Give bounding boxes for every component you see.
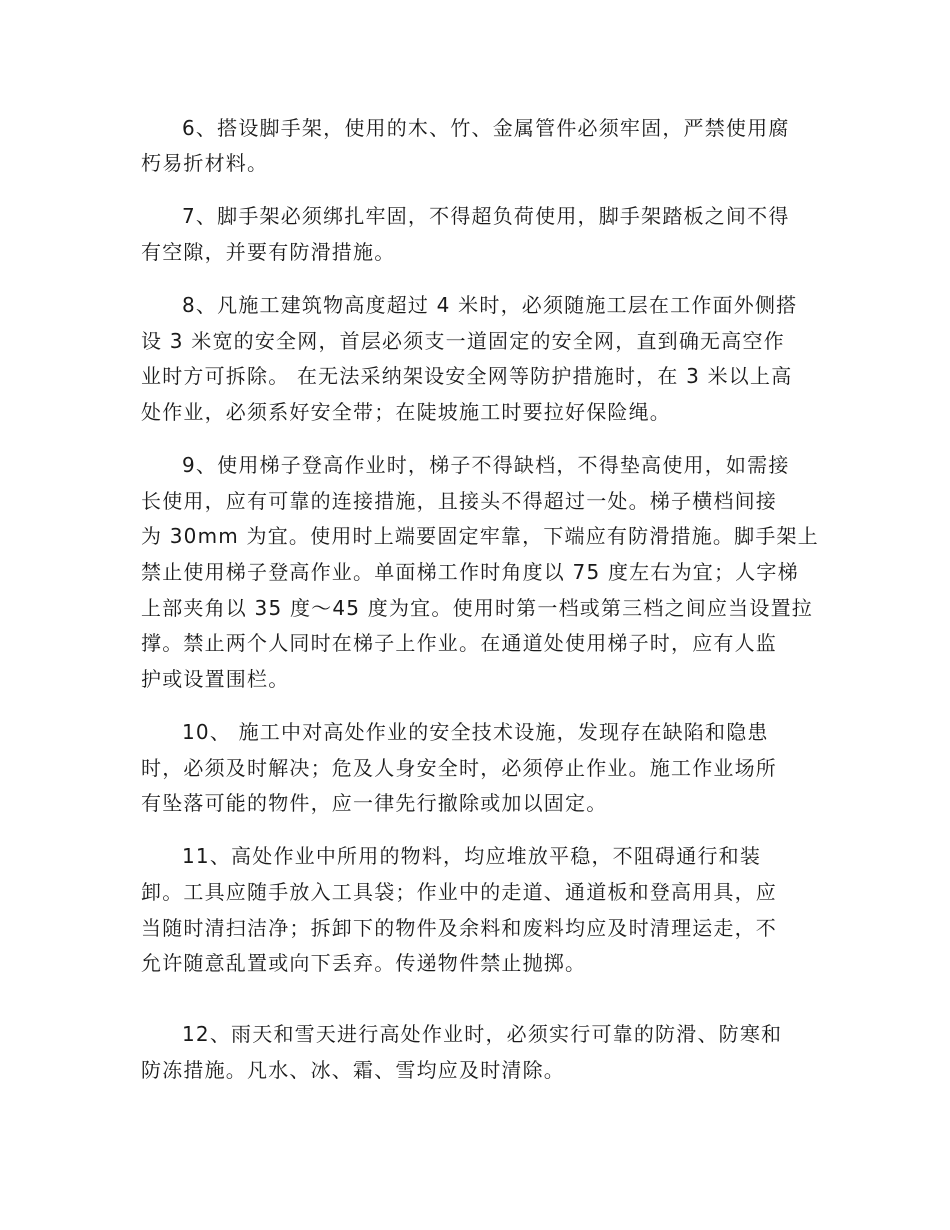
paragraph-8-line-1: 8、凡施工建筑物高度超过 4 米时，必须随施工层在工作面外侧搭	[182, 293, 798, 317]
paragraph-9-line-2: 长使用，应有可靠的连接措施，且接头不得超过一处。梯子横档间接	[141, 489, 777, 513]
paragraph-10-line-2: 时，必须及时解决；危及人身安全时，必须停止作业。施工作业场所	[141, 756, 777, 780]
paragraph-9-line-5: 上部夹角以 35 度～45 度为宜。使用时第一档或第三档之间应当设置拉	[141, 596, 813, 620]
paragraph-9-line-6: 撑。禁止两个人同时在梯子上作业。在通道处使用梯子时，应有人监	[141, 631, 777, 655]
paragraph-6-line-2: 朽易折材料。	[141, 151, 269, 175]
paragraph-6-line-1: 6、搭设脚手架，使用的木、竹、金属管件必须牢固，严禁使用腐	[182, 116, 790, 140]
paragraph-11-line-1: 11、高处作业中所用的物料，均应堆放平稳，不阻碍通行和装	[182, 844, 762, 868]
paragraph-8-line-4: 处作业，必须系好安全带；在陡坡施工时要拉好保险绳。	[141, 400, 671, 424]
paragraph-11-line-2: 卸。工具应随手放入工具袋；作业中的走道、通道板和登高用具，应	[141, 880, 777, 904]
paragraph-7-line-1: 7、脚手架必须绑扎牢固，不得超负荷使用，脚手架踏板之间不得	[182, 204, 790, 228]
paragraph-9-line-1: 9、使用梯子登高作业时，梯子不得缺档，不得垫高使用，如需接	[182, 453, 790, 477]
paragraph-12-line-1: 12、雨天和雪天进行高处作业时，必须实行可靠的防滑、防寒和	[182, 1022, 783, 1046]
paragraph-8-line-3: 业时方可拆除。 在无法采纳架设安全网等防护措施时，在 3 米以上高	[141, 364, 793, 388]
paragraph-10-line-3: 有坠落可能的物件，应一律先行撤除或加以固定。	[141, 791, 608, 815]
paragraph-9-line-4: 禁止使用梯子登高作业。单面梯工作时角度以 75 度左右为宜；人字梯	[141, 560, 799, 584]
paragraph-9-line-3: 为 30mm 为宜。使用时上端要固定牢靠，下端应有防滑措施。脚手架上	[141, 524, 819, 548]
paragraph-11-line-3: 当随时清扫洁净；拆卸下的物件及余料和废料均应及时清理运走，不	[141, 916, 777, 940]
paragraph-11-line-4: 允许随意乱置或向下丢弃。传递物件禁止抛掷。	[141, 951, 587, 975]
paragraph-7-line-2: 有空隙，并要有防滑措施。	[141, 240, 396, 264]
paragraph-8-line-2: 设 3 米宽的安全网，首层必须支一道固定的安全网，直到确无高空作	[141, 329, 785, 353]
paragraph-10-line-1: 10、 施工中对高处作业的安全技术设施，发现存在缺陷和隐患	[182, 720, 769, 744]
paragraph-12-line-2: 防冻措施。凡水、冰、霜、雪均应及时清除。	[141, 1058, 565, 1082]
paragraph-9-line-7: 护或设置围栏。	[141, 667, 290, 691]
